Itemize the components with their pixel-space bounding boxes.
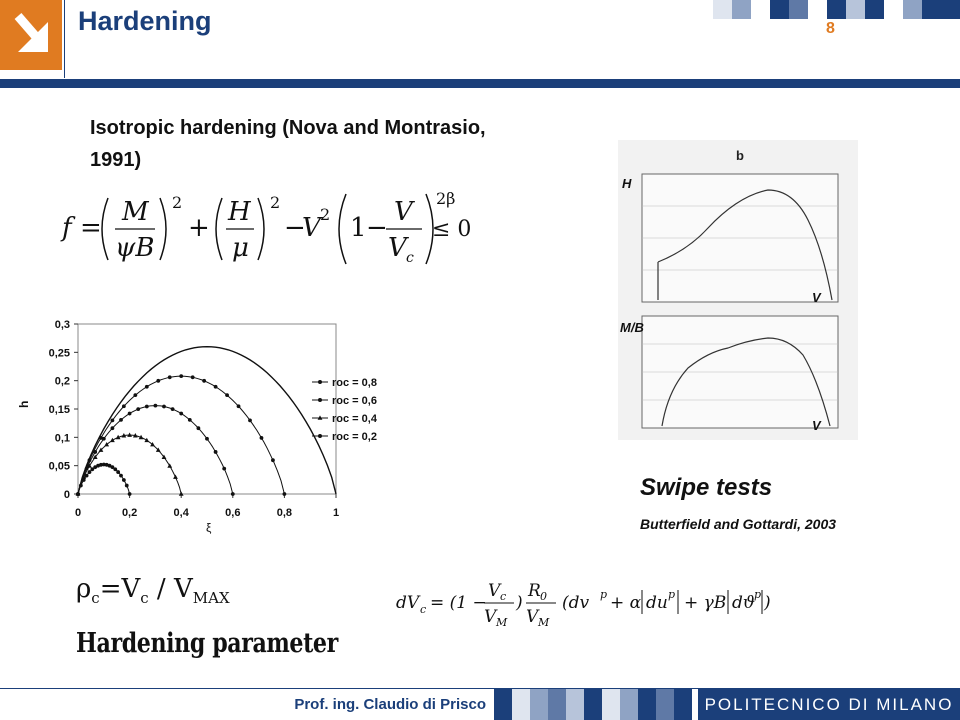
slide-title: Hardening xyxy=(78,6,212,36)
x-tick-label: 0,6 xyxy=(225,507,241,519)
legend-label: roc = 0,8 xyxy=(332,377,377,389)
series-marker xyxy=(237,404,241,408)
series-marker xyxy=(156,379,160,383)
one-digit: 1 xyxy=(350,213,367,243)
dvc-sub: c xyxy=(420,603,427,616)
series-line xyxy=(78,435,181,494)
series-marker xyxy=(179,412,183,416)
series-marker xyxy=(197,426,201,430)
swipe-tests-reference: Butterfield and Gottardi, 2003 xyxy=(640,516,837,532)
series-marker xyxy=(231,492,235,496)
frac1-den-sub: M xyxy=(496,616,508,629)
subtitle: Isotropic hardening (Nova and Montrasio, 1991) xyxy=(90,117,486,171)
chart-tick-labels xyxy=(49,319,339,519)
author-name: Prof. ing. Claudio di Prisco xyxy=(294,696,486,713)
bottom-y-label: M/B xyxy=(620,320,644,335)
series-marker xyxy=(119,474,123,478)
arrow-logo-icon xyxy=(0,0,62,70)
y-tick-label: 0,3 xyxy=(54,319,70,331)
top-x-label: V xyxy=(812,290,821,305)
y-tick-label: 0,1 xyxy=(54,432,70,445)
rho-symbol: ρ xyxy=(76,574,92,604)
series-marker xyxy=(82,478,86,482)
swipe-test-plots xyxy=(618,140,858,440)
series-marker xyxy=(162,405,166,409)
series-marker xyxy=(111,426,115,430)
chart-plot-area xyxy=(74,324,336,498)
series-marker xyxy=(119,418,123,422)
M-symbol: M xyxy=(122,197,149,227)
series-marker xyxy=(125,484,129,488)
series-marker xyxy=(283,492,287,496)
H-symbol: H xyxy=(228,197,251,227)
frac2-den: V xyxy=(526,607,539,627)
Vc-subscript: c xyxy=(406,250,414,266)
minus-sign: − xyxy=(284,213,306,243)
series-marker xyxy=(128,412,132,416)
frac2-num: R xyxy=(528,581,541,601)
series-marker xyxy=(122,478,126,482)
frac1-den: V xyxy=(484,607,497,627)
swipe-tests-title: Swipe tests xyxy=(640,474,773,501)
rho-formula xyxy=(76,574,230,607)
x-axis-label: ξ xyxy=(206,521,212,535)
series-marker xyxy=(202,379,206,383)
legend-label: roc = 0,2 xyxy=(332,431,377,443)
bottom-x-label: V xyxy=(812,418,821,433)
top-panel-label: b xyxy=(736,148,744,163)
dvc-formula xyxy=(396,568,776,636)
series-marker xyxy=(79,484,83,488)
legend-marker xyxy=(318,398,322,402)
exponent-2beta: 2β xyxy=(436,189,456,208)
series-marker xyxy=(205,437,209,441)
frac1-num-sub: c xyxy=(500,590,507,603)
x-tick-label: 1 xyxy=(332,507,340,519)
legend-label: roc = 0,6 xyxy=(332,395,377,407)
header-rule xyxy=(0,79,960,88)
hardening-chart xyxy=(17,310,420,545)
series-marker xyxy=(145,405,149,409)
rho-subscript: c xyxy=(91,589,100,608)
Vc-sub: c xyxy=(140,589,149,608)
series-marker xyxy=(136,407,140,411)
institution-bar xyxy=(698,689,960,720)
V-symbol: V xyxy=(302,213,321,243)
f-symbol: f xyxy=(62,213,72,243)
series-marker xyxy=(133,393,137,397)
plus-gamma: + γB xyxy=(684,593,727,613)
series-marker xyxy=(85,474,89,478)
Vc-symbol: V xyxy=(388,233,407,263)
frac1-num: V xyxy=(488,581,501,601)
y-tick-label: 0,2 xyxy=(54,375,70,388)
x-tick-label: 0,8 xyxy=(276,507,293,519)
series-marker xyxy=(93,450,97,454)
series-marker xyxy=(102,437,106,441)
series-marker xyxy=(191,375,195,379)
series-marker xyxy=(222,467,226,471)
chart-legend xyxy=(312,377,378,443)
series-marker xyxy=(110,438,115,442)
y-tick-label: 0,05 xyxy=(48,460,70,473)
V-symbol-b: V xyxy=(394,197,413,227)
author-bar xyxy=(0,689,490,720)
y-axis-label: h xyxy=(17,400,31,408)
exponent-2-c: 2 xyxy=(320,205,331,224)
mu-symbol: μ xyxy=(232,233,249,263)
frac2-num-sub: 0 xyxy=(540,590,547,603)
exponent-2-b: 2 xyxy=(270,193,281,212)
x-tick-label: 0 xyxy=(74,507,82,519)
y-tick-label: 0,15 xyxy=(48,404,70,416)
max-sub: MAX xyxy=(192,589,230,608)
series-marker xyxy=(173,474,178,478)
series-marker xyxy=(145,385,149,389)
series-marker xyxy=(122,404,126,408)
series-line xyxy=(78,376,284,494)
exponent-2: 2 xyxy=(172,193,183,212)
final-paren: ) xyxy=(764,593,771,613)
minus-sign-b: − xyxy=(366,213,388,243)
series-marker xyxy=(179,374,183,378)
du-p: p xyxy=(668,588,676,601)
series-marker xyxy=(88,470,92,474)
series-marker xyxy=(214,385,218,389)
series-marker xyxy=(171,407,175,411)
top-y-label: H xyxy=(622,176,632,191)
dvc-lhs: dV xyxy=(396,593,420,613)
y-tick-label: 0 xyxy=(63,489,70,501)
series-marker xyxy=(128,492,132,496)
footer-decoration xyxy=(494,689,692,720)
series-marker xyxy=(144,438,149,442)
hardening-parameter-label: Hardening parameter xyxy=(76,628,338,659)
equals-sign: = xyxy=(80,213,102,243)
dtheta-term: dϑ xyxy=(732,593,756,613)
series-marker xyxy=(248,418,252,422)
chart-series xyxy=(76,347,336,496)
dv-bracket: (dv xyxy=(562,593,590,613)
plus-alpha: + α xyxy=(610,593,642,613)
institution-name: POLITECNICO DI MILANO xyxy=(704,695,954,714)
plus-sign: + xyxy=(188,213,210,243)
frac2-den-sub: M xyxy=(538,616,550,629)
series-marker xyxy=(225,393,229,397)
series-marker xyxy=(271,458,275,462)
slide-number: 8 xyxy=(826,20,835,37)
series-marker xyxy=(260,436,264,440)
div-V: / V xyxy=(148,574,193,604)
series-marker xyxy=(111,418,115,422)
du-term: du xyxy=(646,593,668,613)
y-tick-label: 0,25 xyxy=(48,347,70,360)
legend-marker xyxy=(318,434,322,438)
x-tick-label: 0,4 xyxy=(173,507,189,519)
dv-p: p xyxy=(600,588,608,601)
close-paren: ) xyxy=(516,593,523,613)
eq-V: =V xyxy=(99,574,141,604)
dvc-rest: = (1 − xyxy=(430,593,487,613)
series-marker xyxy=(188,418,192,422)
legend-label: roc = 0,4 xyxy=(332,413,377,425)
series-marker xyxy=(116,470,120,474)
psiB-symbol: ψB xyxy=(115,233,155,263)
dtheta-p: p xyxy=(754,588,762,601)
series-marker xyxy=(113,467,117,471)
series-marker xyxy=(214,450,218,454)
series-marker xyxy=(154,404,158,408)
leq-zero: ≤ 0 xyxy=(432,217,472,242)
x-tick-label: 0,2 xyxy=(121,507,138,519)
header-divider xyxy=(64,0,65,78)
series-marker xyxy=(168,375,172,379)
legend-marker xyxy=(318,380,322,384)
header-decoration xyxy=(713,0,960,19)
yield-function-formula xyxy=(60,184,480,274)
series-marker xyxy=(76,492,80,496)
